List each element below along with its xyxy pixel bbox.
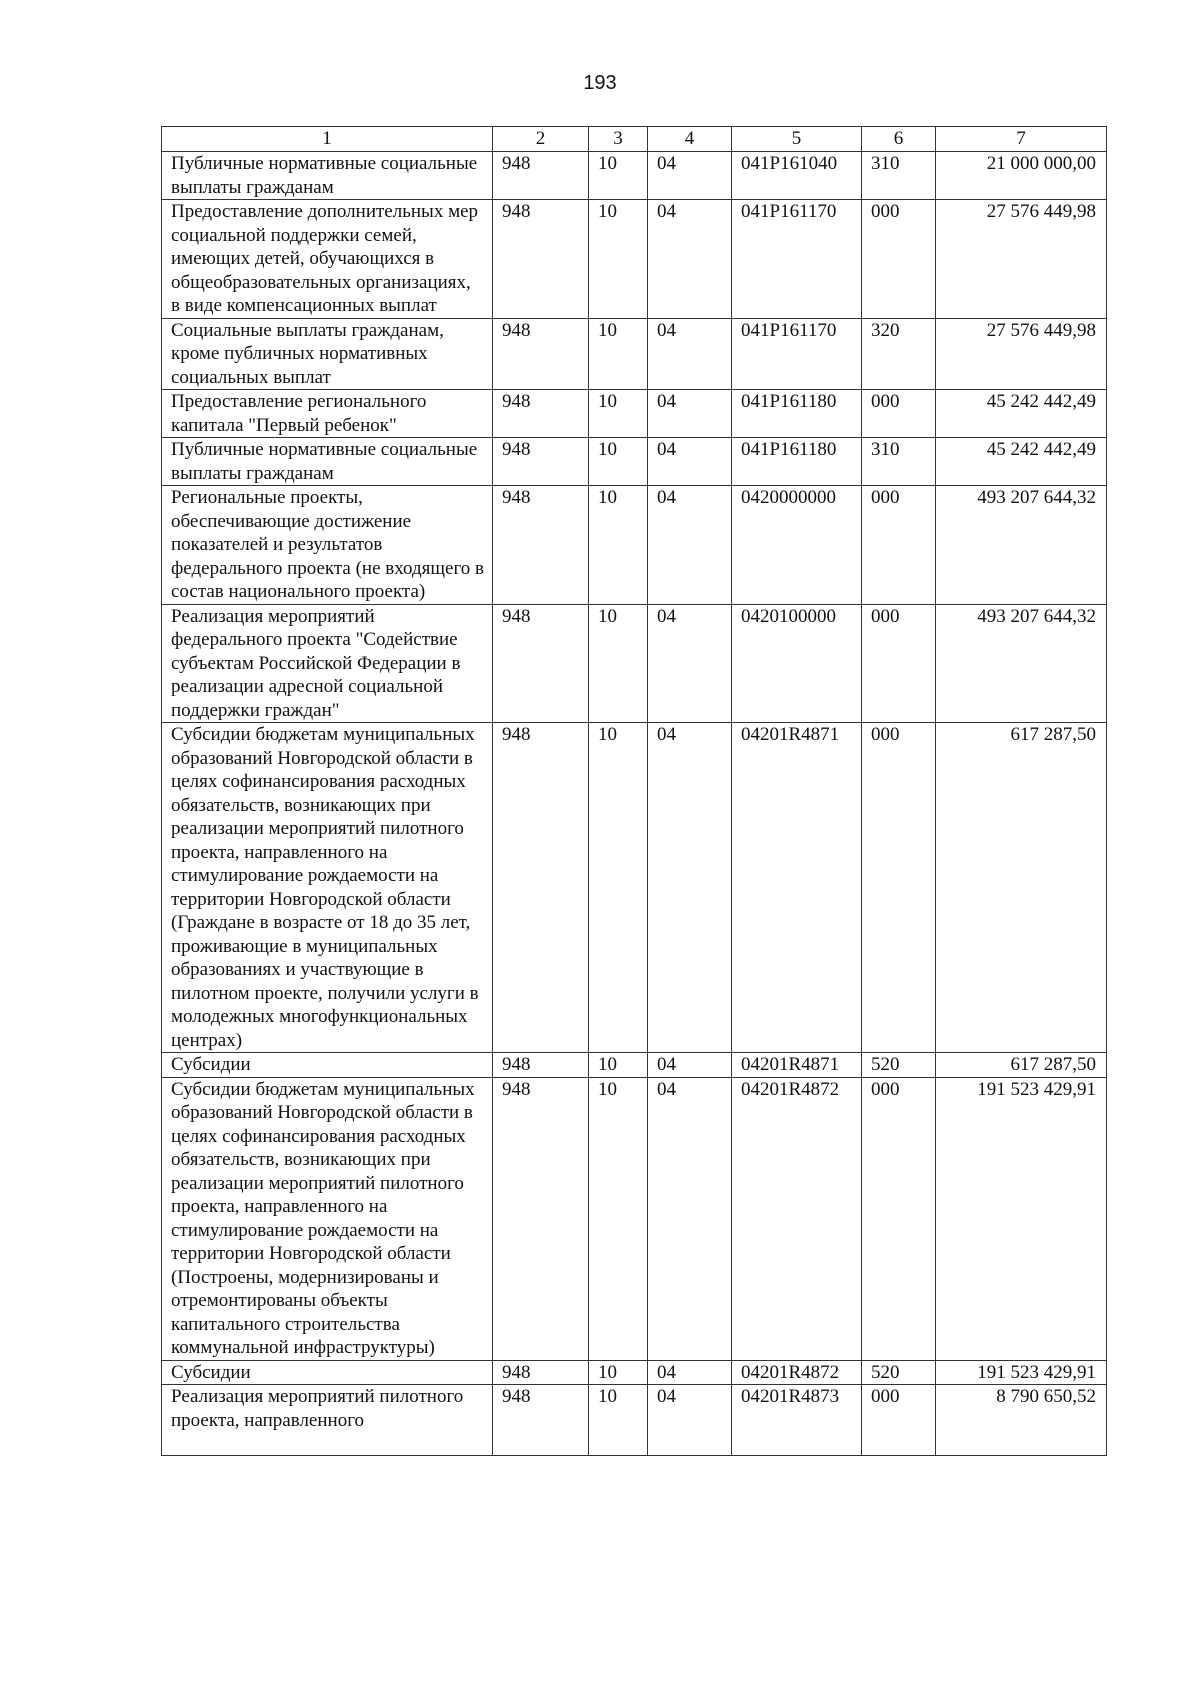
table-row xyxy=(162,200,1107,319)
amount-cell: 27 576 449,98 xyxy=(936,200,1107,319)
amount-cell: 617 287,50 xyxy=(936,723,1107,1053)
ministry-code-cell: 948 xyxy=(493,1077,589,1360)
column-header: 3 xyxy=(589,127,648,152)
amount-cell: 493 207 644,32 xyxy=(936,604,1107,723)
column-header: 7 xyxy=(936,127,1107,152)
item-name-cell: Субсидии xyxy=(162,1053,493,1078)
amount-cell: 493 207 644,32 xyxy=(936,486,1107,605)
table-row xyxy=(162,723,1107,1053)
item-name-cell: Публичные нормативные социальные выплаты гражданам xyxy=(162,152,493,200)
target-code-cell: 041P161040 xyxy=(732,152,862,200)
amount-cell: 21 000 000,00 xyxy=(936,152,1107,200)
section-code-cell: 10 xyxy=(589,200,648,319)
target-code-cell: 04201R4872 xyxy=(732,1360,862,1385)
subsection-code-cell: 04 xyxy=(648,152,732,200)
subsection-code-cell: 04 xyxy=(648,723,732,1053)
table-row xyxy=(162,1077,1107,1360)
subsection-code-cell: 04 xyxy=(648,486,732,605)
table-row xyxy=(162,604,1107,723)
table-row xyxy=(162,1360,1107,1385)
item-name-cell: Субсидии бюджетам муниципальных образований Новгородской области в целях софинансирования расходных обязательств, возникающих при реализации мероприятий пилотного проекта, направленного на стимулирование рождаемости на территории Новгородской области (Построены, модернизированы и отремонтированы объекты капитального строительства коммунальной инфраструктуры) xyxy=(162,1077,493,1360)
item-name-cell: Предоставление дополнительных мер социальной поддержки семей, имеющих детей, обучающихся в общеобразовательных организациях, в виде компенсационных выплат xyxy=(162,200,493,319)
ministry-code-cell: 948 xyxy=(493,1385,589,1456)
header-row xyxy=(162,127,1107,152)
subsection-code-cell: 04 xyxy=(648,604,732,723)
table-row xyxy=(162,486,1107,605)
column-header: 5 xyxy=(732,127,862,152)
target-code-cell: 0420000000 xyxy=(732,486,862,605)
item-name-cell: Социальные выплаты гражданам, кроме публичных нормативных социальных выплат xyxy=(162,318,493,390)
target-code-cell: 04201R4871 xyxy=(732,723,862,1053)
column-header: 1 xyxy=(162,127,493,152)
expense-type-cell: 000 xyxy=(862,604,936,723)
amount-cell: 45 242 442,49 xyxy=(936,390,1107,438)
expense-type-cell: 000 xyxy=(862,390,936,438)
section-code-cell: 10 xyxy=(589,1360,648,1385)
item-name-cell: Публичные нормативные социальные выплаты гражданам xyxy=(162,438,493,486)
section-code-cell: 10 xyxy=(589,318,648,390)
item-name-cell: Региональные проекты, обеспечивающие достижение показателей и результатов федерального проекта (не входящего в состав национального проекта) xyxy=(162,486,493,605)
table-header xyxy=(162,127,1107,152)
table-row xyxy=(162,1385,1107,1456)
item-name-cell: Реализация мероприятий федерального проекта "Содействие субъектам Российской Федерации в реализации адресной социальной поддержки граждан" xyxy=(162,604,493,723)
subsection-code-cell: 04 xyxy=(648,318,732,390)
amount-cell: 27 576 449,98 xyxy=(936,318,1107,390)
expense-type-cell: 000 xyxy=(862,486,936,605)
budget-table xyxy=(161,126,1107,1456)
subsection-code-cell: 04 xyxy=(648,1385,732,1456)
section-code-cell: 10 xyxy=(589,1385,648,1456)
subsection-code-cell: 04 xyxy=(648,1053,732,1078)
table-row xyxy=(162,152,1107,200)
item-name-cell: Реализация мероприятий пилотного проекта, направленного xyxy=(162,1385,493,1456)
target-code-cell: 04201R4872 xyxy=(732,1077,862,1360)
subsection-code-cell: 04 xyxy=(648,1360,732,1385)
section-code-cell: 10 xyxy=(589,390,648,438)
section-code-cell: 10 xyxy=(589,1053,648,1078)
ministry-code-cell: 948 xyxy=(493,200,589,319)
ministry-code-cell: 948 xyxy=(493,723,589,1053)
section-code-cell: 10 xyxy=(589,604,648,723)
section-code-cell: 10 xyxy=(589,486,648,605)
section-code-cell: 10 xyxy=(589,152,648,200)
section-code-cell: 10 xyxy=(589,723,648,1053)
subsection-code-cell: 04 xyxy=(648,390,732,438)
target-code-cell: 041P161180 xyxy=(732,438,862,486)
ministry-code-cell: 948 xyxy=(493,318,589,390)
target-code-cell: 041P161170 xyxy=(732,318,862,390)
expense-type-cell: 000 xyxy=(862,1385,936,1456)
ministry-code-cell: 948 xyxy=(493,438,589,486)
amount-cell: 191 523 429,91 xyxy=(936,1077,1107,1360)
item-name-cell: Субсидии бюджетам муниципальных образований Новгородской области в целях софинансирования расходных обязательств, возникающих при реализации мероприятий пилотного проекта, направленного на стимулирование рождаемости на территории Новгородской области (Граждане в возрасте от 18 до 35 лет, проживающие в муниципальных образованиях и участвующие в пилотном проекте, получили услуги в молодежных многофункциональных центрах) xyxy=(162,723,493,1053)
ministry-code-cell: 948 xyxy=(493,152,589,200)
table-body xyxy=(162,152,1107,1456)
column-header: 4 xyxy=(648,127,732,152)
target-code-cell: 041P161180 xyxy=(732,390,862,438)
column-header: 6 xyxy=(862,127,936,152)
table-row xyxy=(162,390,1107,438)
page-number: 193 xyxy=(583,72,617,94)
table-row xyxy=(162,438,1107,486)
ministry-code-cell: 948 xyxy=(493,486,589,605)
expense-type-cell: 000 xyxy=(862,1077,936,1360)
target-code-cell: 04201R4871 xyxy=(732,1053,862,1078)
expense-type-cell: 310 xyxy=(862,152,936,200)
target-code-cell: 04201R4873 xyxy=(732,1385,862,1456)
ministry-code-cell: 948 xyxy=(493,604,589,723)
expense-type-cell: 000 xyxy=(862,200,936,319)
target-code-cell: 0420100000 xyxy=(732,604,862,723)
amount-cell: 191 523 429,91 xyxy=(936,1360,1107,1385)
subsection-code-cell: 04 xyxy=(648,200,732,319)
expense-type-cell: 320 xyxy=(862,318,936,390)
expense-type-cell: 310 xyxy=(862,438,936,486)
target-code-cell: 041P161170 xyxy=(732,200,862,319)
amount-cell: 45 242 442,49 xyxy=(936,438,1107,486)
expense-type-cell: 520 xyxy=(862,1053,936,1078)
column-header: 2 xyxy=(493,127,589,152)
subsection-code-cell: 04 xyxy=(648,438,732,486)
section-code-cell: 10 xyxy=(589,1077,648,1360)
amount-cell: 617 287,50 xyxy=(936,1053,1107,1078)
ministry-code-cell: 948 xyxy=(493,1053,589,1078)
expense-type-cell: 520 xyxy=(862,1360,936,1385)
subsection-code-cell: 04 xyxy=(648,1077,732,1360)
table-row xyxy=(162,1053,1107,1078)
item-name-cell: Субсидии xyxy=(162,1360,493,1385)
ministry-code-cell: 948 xyxy=(493,1360,589,1385)
amount-cell: 8 790 650,52 xyxy=(936,1385,1107,1456)
section-code-cell: 10 xyxy=(589,438,648,486)
table-row xyxy=(162,318,1107,390)
expense-type-cell: 000 xyxy=(862,723,936,1053)
ministry-code-cell: 948 xyxy=(493,390,589,438)
item-name-cell: Предоставление регионального капитала "Первый ребенок" xyxy=(162,390,493,438)
